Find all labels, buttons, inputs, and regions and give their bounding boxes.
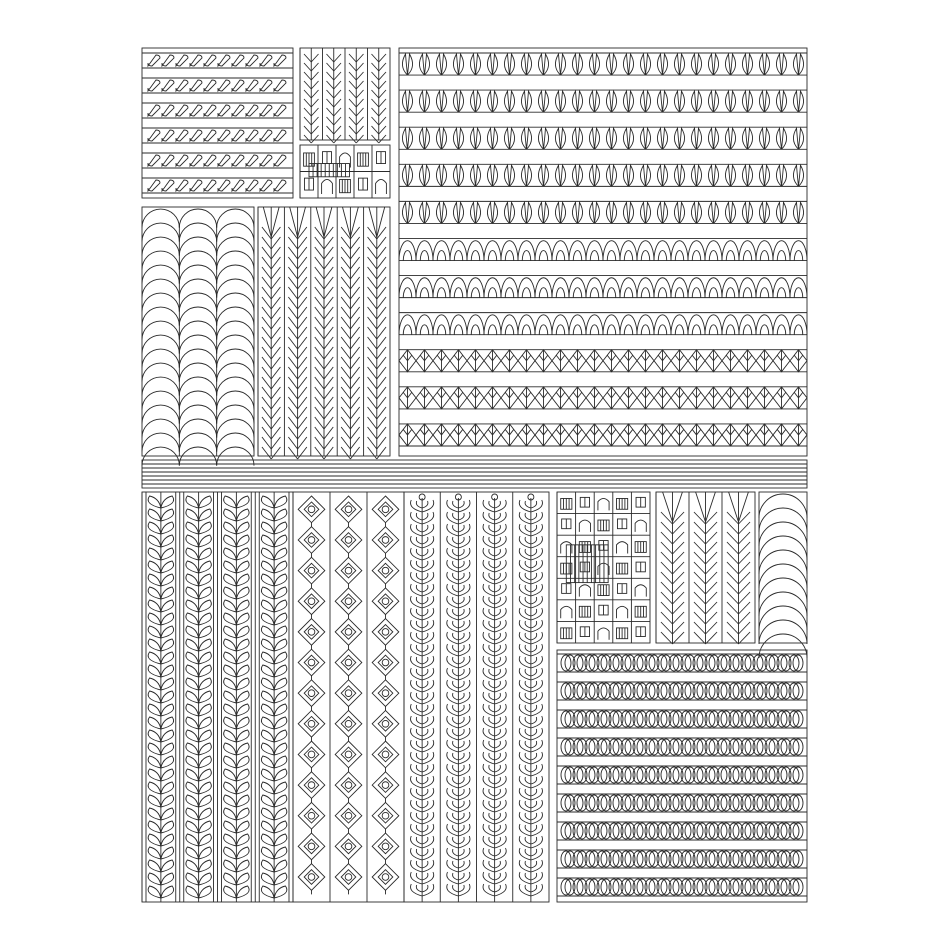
- panel-stripe-band: [142, 460, 807, 488]
- panel-loop-rows: [557, 650, 807, 902]
- panel-building-large: [557, 492, 650, 643]
- panel-wheat-columns: [258, 207, 390, 459]
- panel-arch-columns: [142, 207, 254, 466]
- panel-leaf-columns: [142, 492, 293, 902]
- panel-arch-column-small: [759, 492, 807, 658]
- panel-wheat-columns-small: [656, 492, 755, 644]
- panel-chevron-columns: [300, 48, 390, 143]
- panel-building-small: [300, 145, 390, 198]
- panel-leaf-arch-rows: [399, 48, 807, 456]
- panel-diamond-columns: [293, 492, 404, 902]
- panel-fern-columns: [404, 492, 549, 902]
- panel-cable-rows: [142, 48, 293, 198]
